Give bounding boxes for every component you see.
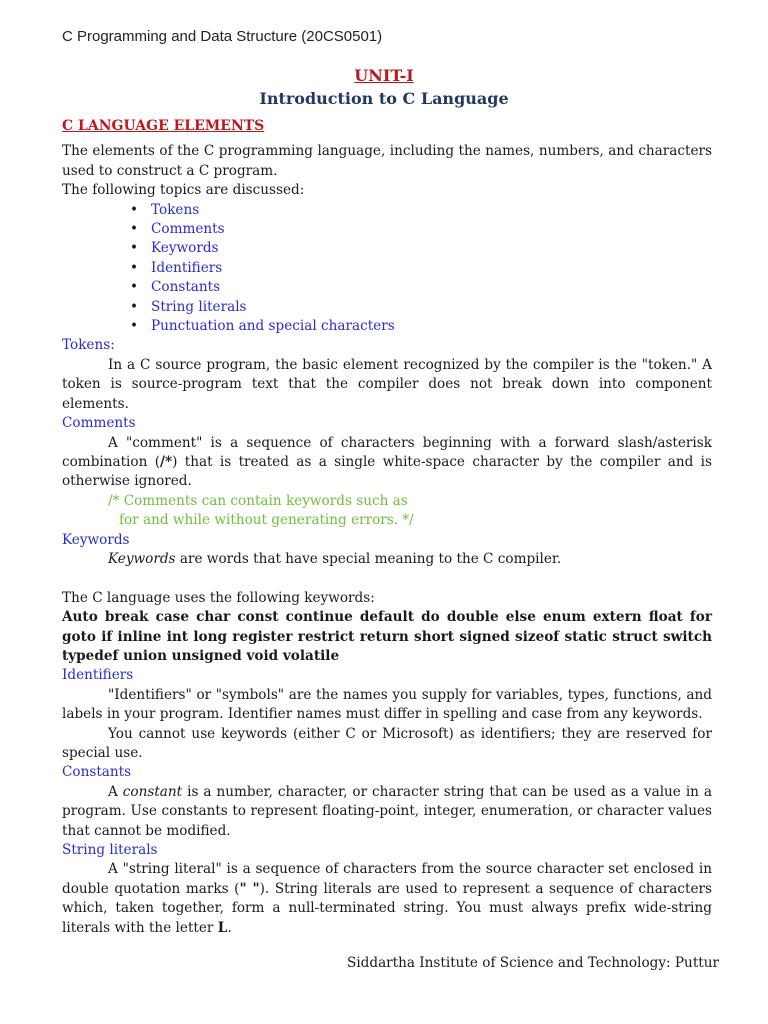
string-literals-text: . [227,919,232,936]
topic-item: • String literals [130,298,712,317]
tokens-paragraph: In a C source program, the basic element recognized by the compiler is the "token." A token is source-program text that the compiler does not break down into component elements. [62,356,712,412]
keywords-paragraph [62,550,712,569]
comment-example-line: for and while without generating errors. */ [119,512,414,529]
topic-item: • Tokens [130,201,712,220]
topic-item: • Punctuation and special characters [130,317,712,336]
constants-text: A [108,783,123,800]
quote-marks: " " [239,880,260,897]
page-header: C Programming and Data Structure (20CS0501) [62,28,383,45]
constant-term: constant [122,783,183,800]
comments-heading: Comments [62,415,136,432]
constants-paragraph [62,783,712,841]
unit-title: UNIT-I [354,66,414,85]
wide-prefix-letter: L [217,919,228,936]
keywords-list: Auto break case char const continue default do double else enum extern float for goto if inline int long register restrict return short signed sizeof static struct switch typedef union unsigned void volatile [62,609,712,664]
keywords-text: are words that have special meaning to the C compiler. [175,550,562,567]
topics-intro: The following topics are discussed: [62,182,305,199]
document-body [62,117,712,938]
topic-item: • Constants [130,278,712,297]
constants-heading: Constants [62,764,132,781]
comment-token: /* [160,453,173,470]
topics-list [62,201,712,337]
intro-paragraph: The elements of the C programming language, including the names, numbers, and characters used to construct a C program. [62,143,712,179]
identifiers-paragraph-2: You cannot use keywords (either C or Microsoft) as identifiers; they are reserved for special use. [62,725,712,761]
page-footer: Siddartha Institute of Science and Technology: Puttur [347,955,719,971]
section-title: C LANGUAGE ELEMENTS [62,118,265,134]
constants-text: is a number, character, or character string that can be used as a value in a program. Use constants to represent floating-point, integer, enumeration, or character values that cannot be modified. [62,783,713,839]
string-literals-text: A "string literal" is a sequence of characters from the source character set enclosed in double quotation marks ( [62,861,712,897]
comments-text: ) that is treated as a single white-space character by the compiler and is otherwise ignored. [62,453,712,490]
keywords-list-intro: The C language uses the following keywords: [62,589,375,606]
tokens-heading: Tokens: [62,337,115,354]
topic-item: • Keywords [130,239,712,258]
string-literals-paragraph [62,860,712,938]
comments-paragraph [62,434,712,492]
identifiers-heading: Identifiers [62,667,134,684]
topic-item: • Identifiers [130,259,712,278]
comments-text: A "comment" is a sequence of characters beginning with a forward slash/asterisk combination ( [62,434,712,470]
keywords-term: Keywords [108,550,176,567]
keywords-heading: Keywords [62,531,130,548]
chapter-subtitle: Introduction to C Language [259,89,509,108]
string-literals-heading: String literals [62,842,158,859]
comment-example-line: /* Comments can contain keywords such as [108,492,408,509]
identifiers-paragraph: "Identifiers" or "symbols" are the names you supply for variables, types, functions, and labels in your program. Identifier names must differ in spelling and case from any keywords. [62,686,712,723]
topic-item: • Comments [130,220,712,239]
string-literals-text: ). String literals are used to represent a sequence of characters which, taken together, form a null-terminated string. You must always prefix wide-string literals with the letter [62,880,712,936]
